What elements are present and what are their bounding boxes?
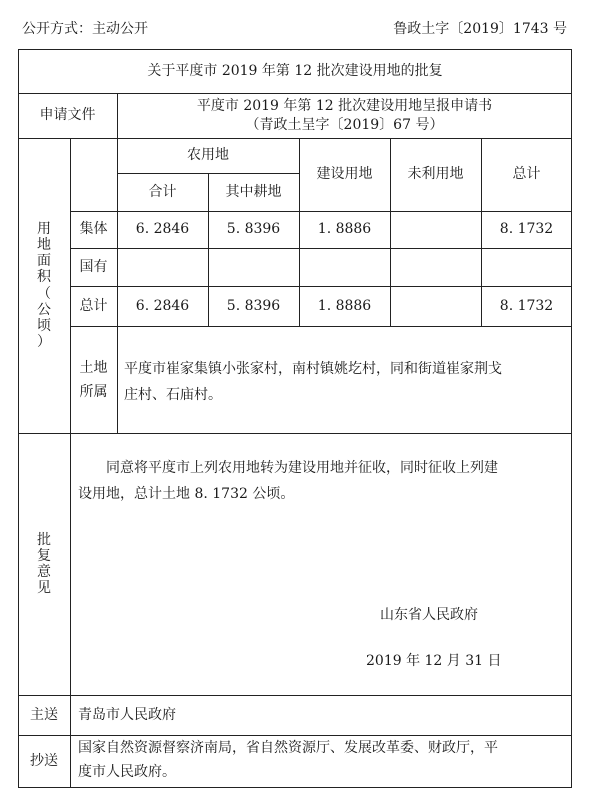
ownership-label: [70, 326, 117, 433]
table-border-bottom: [18, 787, 572, 788]
label-char: 地: [37, 237, 51, 254]
ownership-label-line: 所属: [79, 383, 108, 400]
header-unused: 未利用地: [407, 166, 464, 183]
cell-unused: [390, 211, 481, 248]
cc-recipients: [78, 736, 570, 784]
application-document-title: 平度市 2019 年第 12 批次建设用地呈报申请书: [196, 97, 493, 114]
ownership-line: 庄村、石庙村。: [124, 387, 222, 403]
rule: [70, 433, 71, 695]
label-char: 顷: [37, 317, 51, 334]
label-char: 见: [37, 580, 51, 597]
rule: [70, 695, 71, 788]
label-char: 面: [37, 253, 51, 270]
ownership-line: 平度市崔家集镇小张家村，南村镇姚圪村，同和街道崔家荆戈: [124, 361, 502, 377]
header-farmland: 农用地: [187, 147, 229, 164]
row-label-collective: 集体: [79, 221, 108, 238]
approval-text: [78, 455, 570, 507]
approval-text-line: 同意将平度市上列农用地转为建设用地并征收，同时征收上列建: [106, 460, 498, 476]
issuing-authority: 山东省人民政府: [380, 607, 478, 623]
cell-construction: 1. 8886: [317, 297, 372, 314]
approval-text-line: 设用地，总计土地 8. 1732 公顷。: [78, 486, 295, 502]
cell-total: 8. 1732: [499, 221, 554, 238]
cell-farm-total: 6. 2846: [135, 297, 190, 314]
land-area-label: [18, 138, 70, 433]
row-label-sum: 总计: [79, 297, 108, 314]
cell-cultivated: 5. 8396: [226, 221, 281, 238]
cc-line: 度市人民政府。: [78, 764, 176, 780]
cell-farm-total: 6. 2846: [135, 221, 190, 238]
document-number: 鲁政土字〔2019〕1743 号: [393, 21, 567, 37]
application-document: [117, 93, 572, 138]
cell-construction: 1. 8886: [317, 221, 372, 238]
cc-line: 国家自然资源督察济南局，省自然资源厅、发展改革委、财政厅，平: [78, 740, 498, 756]
main-send-recipient: 青岛市人民政府: [78, 706, 176, 723]
disclosure-method: 公开方式：主动公开: [22, 21, 148, 37]
label-char: 公: [37, 301, 51, 318]
ownership-villages: [124, 356, 568, 408]
label-char: 复: [37, 547, 51, 564]
ownership-label-line: 土地: [79, 359, 108, 376]
approval-opinion-label: [18, 433, 70, 695]
cc-label: 抄送: [30, 752, 58, 769]
rule: [70, 326, 572, 327]
header-cultivated: 其中耕地: [225, 183, 282, 200]
header-farmland-subtotal: 合计: [148, 183, 177, 200]
rule: [18, 433, 572, 434]
label-char: （: [37, 285, 51, 302]
application-label: 申请文件: [39, 107, 96, 124]
cell-total: 8. 1732: [499, 297, 554, 314]
document-header: [0, 0, 589, 46]
main-send-label: 主送: [30, 706, 58, 723]
cell-cultivated: 5. 8396: [226, 297, 281, 314]
document-title: 关于平度市 2019 年第 12 批次建设用地的批复: [147, 62, 443, 79]
label-char: 用: [37, 221, 51, 238]
approval-date: 2019 年 12 月 31 日: [366, 653, 502, 669]
header-total: 总计: [512, 166, 541, 183]
rule: [70, 248, 572, 249]
header-construction: 建设用地: [316, 166, 373, 183]
row-label-state: 国有: [79, 258, 108, 275]
label-char: 意: [37, 564, 51, 580]
label-char: ）: [37, 333, 51, 350]
label-char: 批: [37, 531, 51, 548]
application-document-number: （青政土呈字〔2019〕67 号）: [245, 116, 444, 133]
label-char: 积: [37, 269, 51, 286]
cell-unused: [390, 286, 481, 326]
